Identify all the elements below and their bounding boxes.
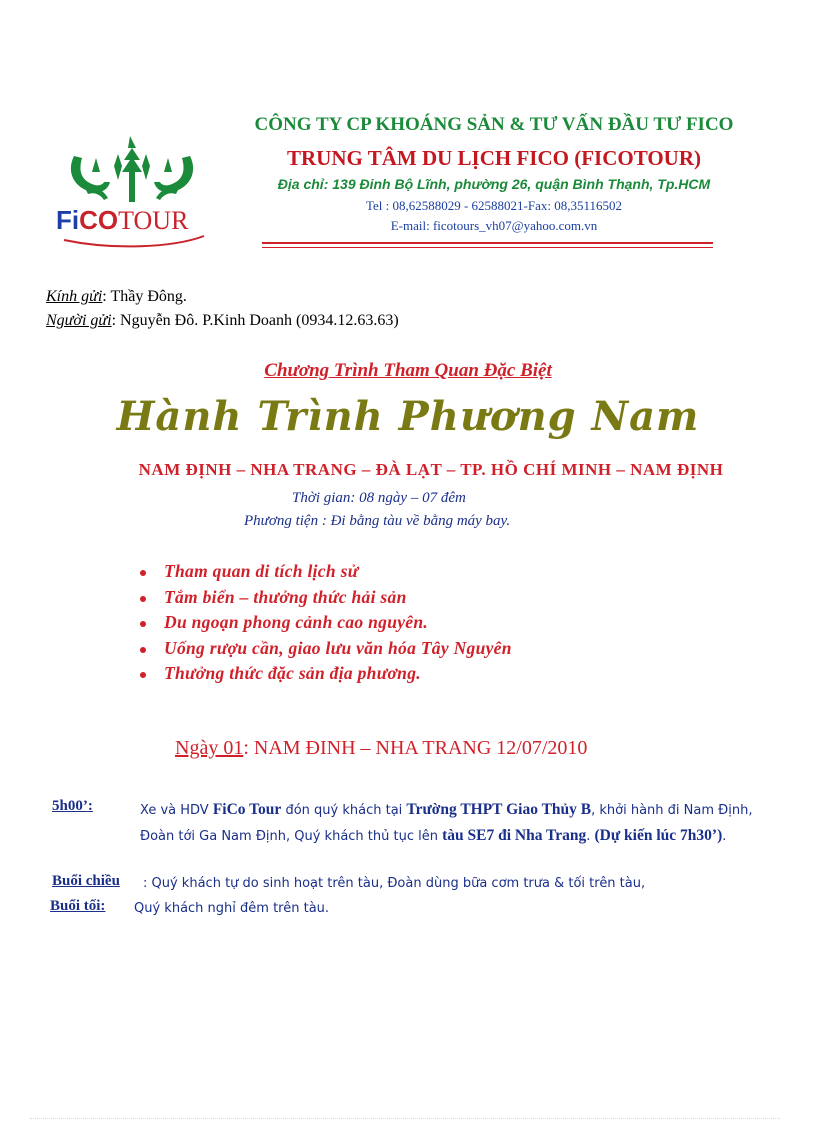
bullet-icon	[140, 621, 146, 627]
schedule-description: : Quý khách tự do sinh hoạt trên tàu, Đoàn dùng bữa cơm trưa & tối trên tàu,	[143, 876, 646, 891]
route-line: NAM ĐỊNH – NHA TRANG – ĐÀ LẠT – TP. HỒ CHÍ MINH – NAM ĐỊNH	[138, 460, 724, 479]
recipient-row	[46, 288, 187, 306]
sender-row	[46, 312, 399, 330]
list-item: Uống rượu cần, giao lưu văn hóa Tây Nguyên	[140, 638, 512, 664]
day-heading	[175, 737, 587, 760]
transport-line: Phương tiện : Đi bằng tàu về bằng máy bay.	[244, 513, 511, 529]
list-item: Thưởng thức đặc sản địa phương.	[140, 663, 512, 689]
logo-fi-text: Fi	[56, 205, 80, 235]
bullet-icon	[140, 570, 146, 576]
duration-line: Thời gian: 08 ngày – 07 đêm	[292, 490, 466, 506]
program-title: Hành Trình Phương Nam	[116, 393, 700, 440]
program-subtitle: Chương Trình Tham Quan Đặc Biệt	[264, 360, 552, 381]
logo-tour-text: TOUR	[118, 206, 189, 235]
sender-label: Người gửi	[46, 312, 112, 329]
list-item: Tham quan di tích lịch sử	[140, 561, 512, 587]
header-divider-thin	[262, 247, 713, 248]
schedule-time: 5h00’:	[52, 798, 93, 814]
day-label: Ngày 01	[175, 737, 244, 759]
schedule-time: Buổi tối:	[50, 898, 106, 914]
logo-co-text: CO	[79, 205, 119, 235]
pine-tree-logo-icon	[52, 128, 212, 258]
phone-fax-line: Tel : 08,62588029 - 62588021-Fax: 08,35116502	[365, 198, 623, 213]
email-line: E-mail: ficotours_vh07@yahoo.com.vn	[390, 218, 598, 233]
bullet-icon	[140, 647, 146, 653]
bullet-icon	[140, 672, 146, 678]
recipient-label: Kính gửi	[46, 288, 103, 305]
bullet-icon	[140, 596, 146, 602]
page-footer-divider	[30, 1118, 780, 1119]
company-name: CÔNG TY CP KHOÁNG SẢN & TƯ VẤN ĐẦU TƯ FICO	[254, 114, 734, 135]
sender-value: : Nguyễn Đô. P.Kinh Doanh (0934.12.63.63)	[111, 312, 399, 329]
list-item: Tắm biển – thưởng thức hải sản	[140, 587, 512, 613]
logo-wordmark	[56, 205, 188, 236]
company-logo	[52, 128, 212, 258]
schedule-description: Xe và HDV FiCo Tour đón quý khách tại Trường THPT Giao Thủy B, khởi hành đi Nam Định, Đoàn tới Ga Nam Định, Quý khách thủ tục lên tàu SE7 đi Nha Trang. (Dự kiến lúc 7h30’).	[140, 801, 753, 844]
header-divider	[262, 242, 713, 244]
recipient-value: : Thầy Đông.	[102, 288, 187, 305]
center-name: TRUNG TÂM DU LỊCH FICO (FICOTOUR)	[287, 146, 701, 170]
highlights-list	[140, 561, 512, 689]
address-line: Địa chỉ: 139 Đinh Bộ Lĩnh, phường 26, quận Bình Thạnh, Tp.HCM	[277, 176, 711, 192]
schedule-time: Buổi chiều	[52, 873, 120, 889]
list-item: Du ngoạn phong cảnh cao nguyên.	[140, 612, 512, 638]
day-title: : NAM ĐINH – NHA TRANG 12/07/2010	[243, 737, 588, 759]
schedule-description: Quý khách nghỉ đêm trên tàu.	[134, 901, 330, 916]
